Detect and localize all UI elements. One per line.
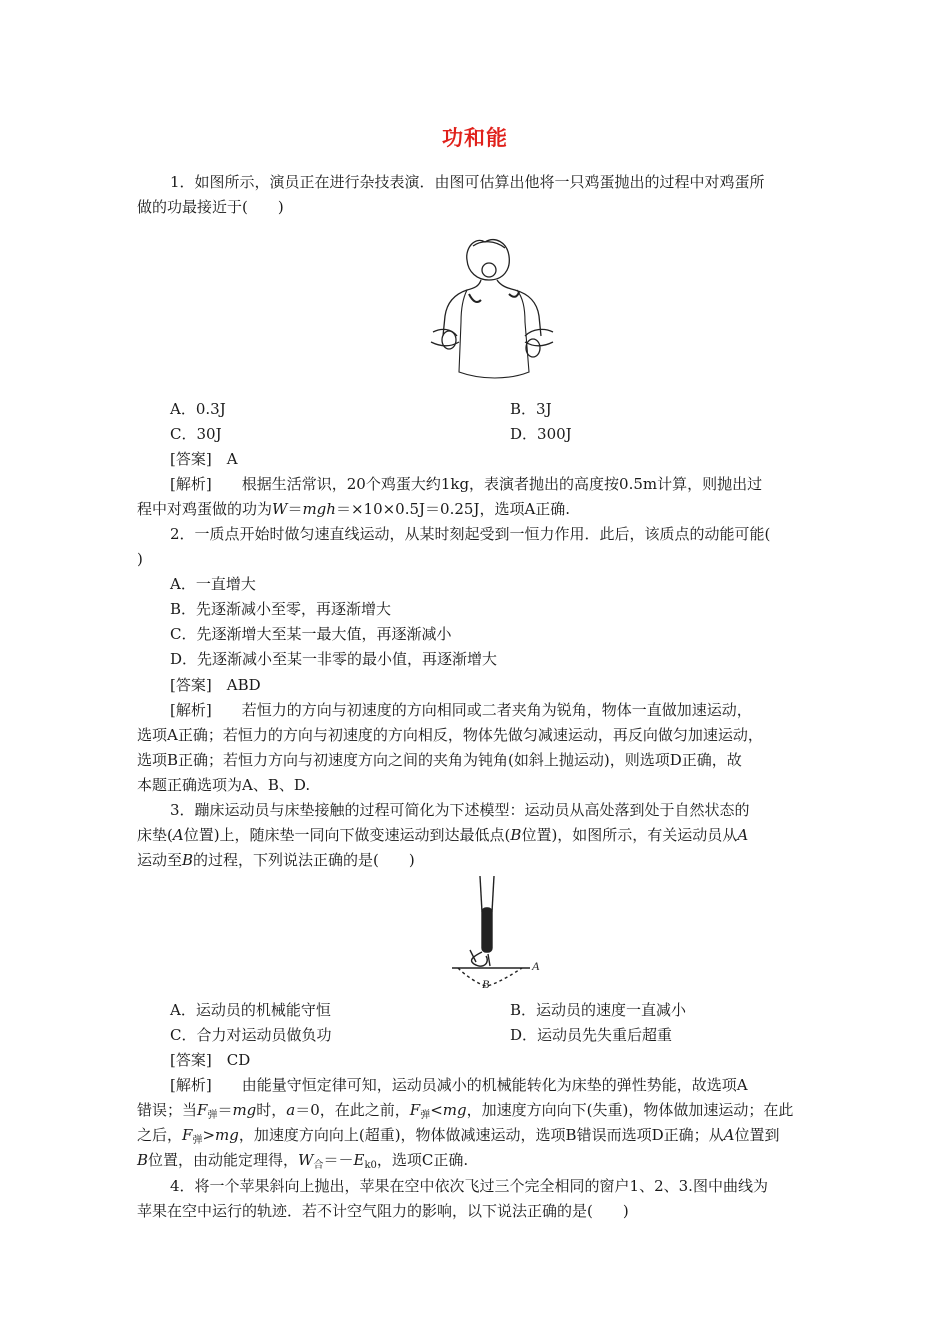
q3-stem-text3a: 运动至 <box>137 851 183 869</box>
q2-option-d: D．先逐渐减小至某一非零的最小值，再逐渐增大 <box>170 650 498 668</box>
q3-stem-B: B <box>510 826 522 844</box>
q3-stem-A: A <box>172 826 184 844</box>
q1-analysis-mgh: mgh <box>302 500 336 518</box>
q3-a2-mg: mg <box>232 1101 257 1119</box>
q3-stem-text2a: 床垫( <box>137 826 173 844</box>
q1-analysis-W: W <box>272 500 288 518</box>
q3-stem-A2: A <box>737 826 749 844</box>
q2-option-a: A．一直增大 <box>170 575 256 593</box>
q3-a2-a: a <box>286 1101 296 1119</box>
q1-answer <box>170 449 238 469</box>
q3-a2-F: F <box>197 1101 208 1119</box>
q2-analysis-line2: 选项A正确；若恒力的方向与初速度的方向相反，物体先做匀减速运动，再反向做匀加速运动， <box>137 726 763 744</box>
q3-analysis-line3 <box>137 1125 779 1151</box>
q3-stem-B2: B <box>182 851 194 869</box>
q3-option-c: C．合力对运动员做负功 <box>170 1026 332 1044</box>
q3-analysis-label: [解析] <box>170 1076 212 1094</box>
trampoline-label-b: B <box>482 977 490 991</box>
q2-stem-line1: 2．一质点开始时做匀速直线运动，从某时刻起受到一恒力作用．此后，该质点的动能可能( <box>170 525 771 543</box>
q3-analysis-text1: 由能量守恒定律可知，运动员减小的机械能转化为床垫的弹性势能，故选项A <box>241 1076 748 1094</box>
q1-analysis-text2c: ＝×10×0.5J＝0.25J，选项A正确. <box>335 500 571 518</box>
q2-analysis-label: [解析] <box>170 701 212 719</box>
q3-a2-2: ＝ <box>217 1101 233 1119</box>
q3-a3-A: A <box>723 1126 735 1144</box>
q3-option-a: A．运动员的机械能守恒 <box>170 1001 331 1019</box>
q1-option-c: C．30J <box>170 425 222 443</box>
q2-answer-value: ABD <box>226 676 261 694</box>
q1-analysis-text2a: 程中对鸡蛋做的功为 <box>137 500 273 518</box>
juggler-figure <box>425 232 560 384</box>
q3-a3-2: > <box>202 1126 216 1144</box>
q1-answer-value: A <box>226 450 238 468</box>
q2-analysis-line1 <box>170 700 752 720</box>
q1-answer-label: [答案] <box>170 450 212 468</box>
q3-a3-F: F <box>182 1126 193 1144</box>
q3-answer-label: [答案] <box>170 1051 212 1069</box>
q3-stem-text2c: 位置)，如图所示，有关运动员从 <box>521 826 738 844</box>
q3-a2-4: ＝0，在此之前， <box>295 1101 410 1119</box>
q1-analysis-line2 <box>137 499 570 519</box>
q1-analysis-line1 <box>170 474 762 494</box>
q3-a4-sub: 合 <box>313 1160 324 1171</box>
q3-option-d: D．运动员先失重后超重 <box>510 1026 673 1044</box>
q3-a2-F2: F <box>409 1101 421 1119</box>
q2-option-b: B．先逐渐减小至零，再逐渐增大 <box>170 600 392 618</box>
q3-a4-sub2: k0 <box>364 1160 377 1171</box>
q3-stem-line1: 3．蹦床运动员与床垫接触的过程可简化为下述模型：运动员从高处落到处于自然状态的 <box>170 801 750 819</box>
q3-a2-6: ，加速度方向向下(失重)，物体做加速运动；在此 <box>466 1101 794 1119</box>
q1-analysis-text1: 根据生活常识，20个鸡蛋大约1kg，表演者抛出的高度按0.5m计算，则抛出过 <box>241 475 763 493</box>
q1-stem-line1: 1．如图所示，演员正在进行杂技表演．由图可估算出他将一只鸡蛋抛出的过程中对鸡蛋所 <box>170 173 765 191</box>
q3-analysis-line1 <box>170 1075 748 1095</box>
q3-a4-3: ，选项C正确. <box>376 1151 469 1169</box>
q3-a3-sub: 弹 <box>192 1135 203 1146</box>
q4-stem-line2: 苹果在空中运行的轨迹．若不计空气阻力的影响，以下说法正确的是( ) <box>137 1202 629 1220</box>
q1-analysis-label: [解析] <box>170 475 212 493</box>
q2-answer-label: [答案] <box>170 676 212 694</box>
q3-stem-text2b: 位置)上，随床垫一同向下做变速运动到达最低点( <box>183 826 511 844</box>
q3-a2-mg2: mg <box>442 1101 467 1119</box>
q3-a2-sub: 弹 <box>207 1110 218 1121</box>
q3-stem-line3 <box>137 850 415 870</box>
q2-answer <box>170 675 261 695</box>
trampoline-figure <box>440 872 550 992</box>
q3-option-b: B．运动员的速度一直减小 <box>510 1001 687 1019</box>
q3-a3-mg: mg <box>215 1126 239 1144</box>
page-title: 功和能 <box>442 125 508 150</box>
q4-stem-line1: 4．将一个苹果斜向上抛出，苹果在空中依次飞过三个完全相同的窗户1、2、3.图中曲线为 <box>170 1177 768 1195</box>
q3-a3-3: ，加速度方向向上(超重)，物体做减速运动，选项B错误而选项D正确；从 <box>238 1126 724 1144</box>
q3-stem-line2 <box>137 825 748 845</box>
q3-answer-value: CD <box>226 1051 251 1069</box>
q2-analysis-text1: 若恒力的方向与初速度的方向相同或二者夹角为锐角，物体一直做加速运动， <box>241 701 752 719</box>
q3-a2-5: < <box>430 1101 443 1119</box>
trampoline-label-a: A <box>532 959 540 973</box>
q3-a4-B: B <box>137 1151 149 1169</box>
q1-analysis-text2b: ＝ <box>287 500 303 518</box>
q1-option-d: D．300J <box>510 425 572 443</box>
q3-answer <box>170 1050 250 1070</box>
q3-analysis-line2 <box>137 1100 793 1126</box>
q3-a2-1: 错误；当 <box>137 1101 198 1119</box>
q2-stem-line2: ) <box>137 550 143 568</box>
q1-option-b: B．3J <box>510 400 552 418</box>
q3-a2-3: 时， <box>256 1101 287 1119</box>
q3-a4-2: ＝－ <box>323 1151 354 1169</box>
q3-a4-1: 位置，由动能定理得， <box>148 1151 299 1169</box>
q1-option-a: A．0.3J <box>170 400 226 418</box>
q2-option-c: C．先逐渐增大至某一最大值，再逐渐减小 <box>170 625 452 643</box>
q1-stem-line2: 做的功最接近于( ) <box>137 198 284 216</box>
q3-stem-text3b: 的过程，下列说法正确的是( ) <box>193 851 415 869</box>
q2-analysis-line4: 本题正确选项为A、B、D. <box>137 776 311 794</box>
q3-a3-1: 之后， <box>137 1126 183 1144</box>
q3-a4-W: W <box>298 1151 314 1169</box>
q3-a3-4: 位置到 <box>734 1126 780 1144</box>
q2-analysis-line3: 选项B正确；若恒力方向与初速度方向之间的夹角为钝角(如斜上抛运动)，则选项D正确，故 <box>137 751 742 769</box>
q3-a4-E: E <box>353 1151 365 1169</box>
q3-analysis-line4 <box>137 1150 468 1176</box>
q3-a2-sub2: 弹 <box>420 1110 431 1121</box>
